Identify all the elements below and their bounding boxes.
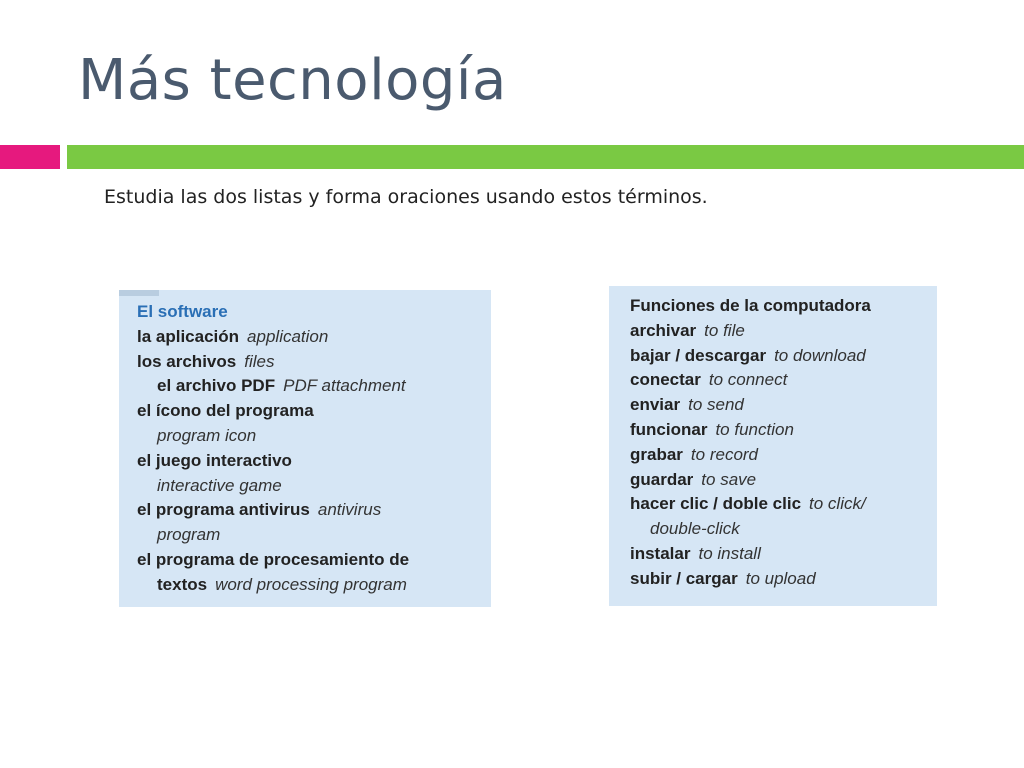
list-item (630, 393, 931, 418)
term-english: to upload (745, 568, 816, 588)
term-english: word processing program (215, 574, 407, 594)
list-item (137, 350, 485, 375)
list-item (630, 319, 931, 344)
term-english: to send (688, 395, 744, 415)
term-spanish: hacer clic / doble clic (630, 494, 802, 514)
term-spanish: guardar (630, 469, 694, 489)
term-spanish: grabar (630, 444, 683, 464)
list-item-continuation (137, 573, 485, 598)
list-item (630, 567, 931, 592)
term-english: program icon (157, 425, 257, 445)
list-item-continuation (137, 523, 485, 548)
term-english: program (157, 525, 221, 545)
list-item (137, 325, 485, 350)
term-english: double-click (650, 519, 740, 539)
list-item-continuation (137, 424, 485, 449)
term-spanish: archivar (630, 320, 697, 340)
box-tab-marker (119, 290, 159, 296)
list-item-continuation (137, 474, 485, 499)
term-spanish: la aplicación (137, 326, 240, 346)
software-heading: El software (137, 302, 228, 321)
term-english: to file (704, 320, 745, 340)
term-spanish: conectar (630, 370, 701, 390)
list-item (137, 548, 485, 573)
term-english: PDF attachment (283, 376, 406, 396)
list-item (630, 368, 931, 393)
term-english: application (247, 326, 329, 346)
term-spanish: los archivos (137, 351, 237, 371)
list-item (630, 418, 931, 443)
list-item (137, 449, 485, 474)
functions-list (630, 294, 931, 592)
list-item-continuation (630, 517, 931, 542)
term-english: to click/ (809, 494, 866, 514)
list-item (630, 344, 931, 369)
term-english: to install (698, 543, 761, 563)
list-item (137, 498, 485, 523)
slide-instruction: Estudia las dos listas y forma oraciones usando estos términos. (104, 186, 708, 208)
term-spanish: el programa antivirus (137, 500, 310, 520)
accent-bar-green (67, 145, 1024, 169)
list-item (630, 542, 931, 567)
term-spanish: el programa de procesamiento de (137, 549, 410, 569)
accent-bar-pink (0, 145, 60, 169)
term-spanish: funcionar (630, 419, 708, 439)
term-spanish: el juego interactivo (137, 450, 292, 470)
term-spanish: textos (157, 574, 208, 594)
slide-title: Más tecnología (78, 48, 507, 113)
term-english: antivirus (317, 500, 382, 520)
computer-functions-box (609, 286, 937, 606)
term-spanish: instalar (630, 543, 691, 563)
term-spanish: enviar (630, 395, 681, 415)
term-spanish: el archivo PDF (157, 376, 276, 396)
software-vocabulary-box (119, 290, 491, 607)
software-list (137, 300, 485, 598)
list-item (630, 492, 931, 517)
term-spanish: el ícono del programa (137, 401, 314, 421)
term-english: to function (715, 419, 794, 439)
term-english: to record (690, 444, 759, 464)
list-item (137, 399, 485, 424)
term-english: to download (774, 345, 866, 365)
functions-heading: Funciones de la computadora (630, 296, 871, 315)
list-item (630, 468, 931, 493)
term-english: to save (701, 469, 757, 489)
term-english: files (244, 351, 275, 371)
term-spanish: subir / cargar (630, 568, 738, 588)
term-spanish: bajar / descargar (630, 345, 767, 365)
term-english: to connect (708, 370, 788, 390)
term-english: interactive game (157, 475, 282, 495)
list-item (137, 374, 485, 399)
list-item (630, 443, 931, 468)
